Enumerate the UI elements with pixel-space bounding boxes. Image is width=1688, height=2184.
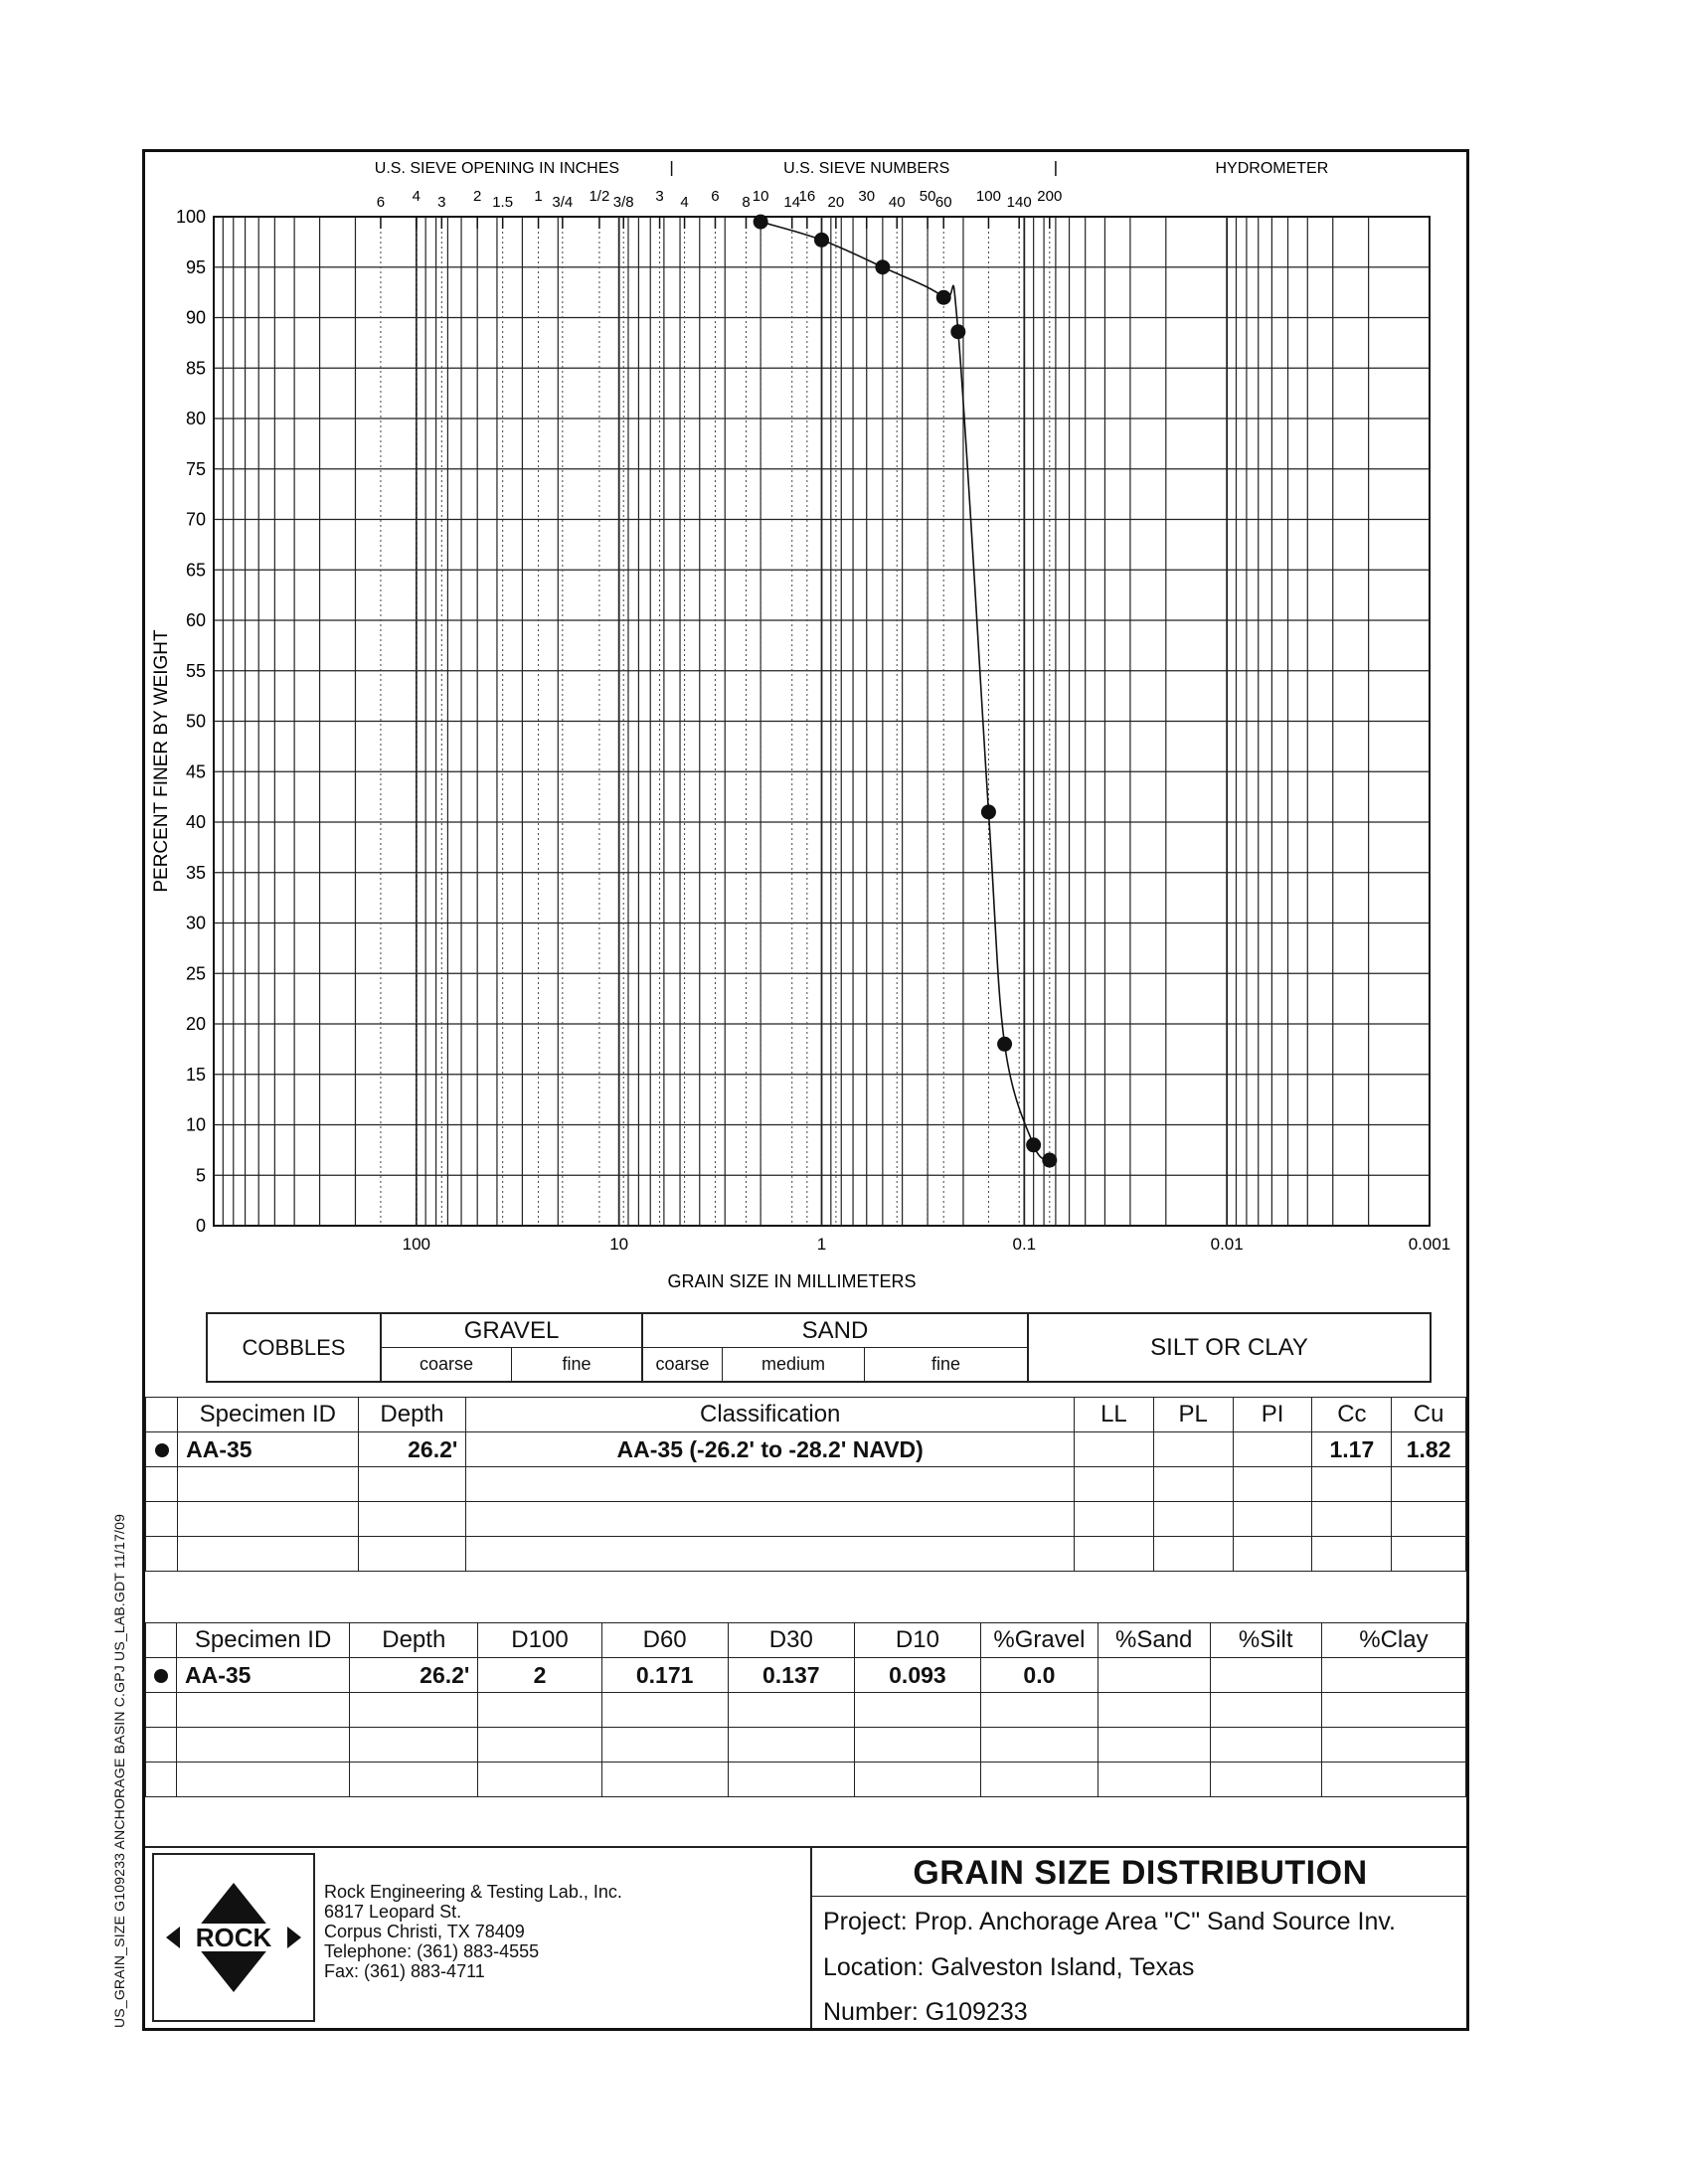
sieve-label: 40 xyxy=(888,194,906,211)
report-info xyxy=(810,1848,1468,2028)
company-info xyxy=(324,1882,672,1981)
silt-clay-label: SILT OR CLAY xyxy=(1150,1333,1308,1361)
y-tick-label: 25 xyxy=(185,963,206,984)
x-tick-label: 10 xyxy=(609,1235,629,1254)
sieve-label: 6 xyxy=(711,188,720,205)
y-tick-label: 5 xyxy=(195,1165,206,1186)
x-tick-label: 1 xyxy=(816,1235,827,1254)
t2-header-specimen: Specimen ID xyxy=(177,1623,350,1658)
y-tick-label: 20 xyxy=(185,1014,206,1034)
sand-medium-label: medium xyxy=(723,1348,865,1381)
soil-classification-band xyxy=(206,1312,1432,1383)
data-point xyxy=(981,804,996,819)
y-tick-label: 55 xyxy=(185,660,206,681)
sieve-label: 60 xyxy=(934,194,952,211)
sieve-label: 16 xyxy=(798,188,816,205)
gravel-label: GRAVEL xyxy=(382,1314,643,1348)
sieve-label: 200 xyxy=(1037,188,1063,205)
x-tick-label: 0.001 xyxy=(1408,1235,1451,1254)
data-point xyxy=(875,259,890,274)
t1-header-pi: PI xyxy=(1233,1398,1312,1432)
sieve-label: 1/2 xyxy=(589,188,610,205)
data-point xyxy=(814,233,829,248)
data-point xyxy=(1026,1137,1041,1152)
t2-specimen: AA-35 xyxy=(177,1658,350,1693)
t1-classification: AA-35 (-26.2' to -28.2' NAVD) xyxy=(466,1432,1075,1467)
table-row xyxy=(146,1467,1466,1502)
sand-fine-label: fine xyxy=(865,1348,1029,1381)
project-line: Project: Prop. Anchorage Area "C" Sand Source Inv. xyxy=(823,1908,1396,1935)
t2-header-d30: D30 xyxy=(728,1623,854,1658)
y-tick-label: 10 xyxy=(185,1114,206,1135)
company-address2: Corpus Christi, TX 78409 xyxy=(324,1922,525,1941)
t2-gravel: 0.0 xyxy=(981,1658,1098,1693)
y-tick-label: 70 xyxy=(185,509,206,530)
t2-header-d100: D100 xyxy=(478,1623,601,1658)
sieve-label: 14 xyxy=(783,194,801,211)
top-header-0: U.S. SIEVE OPENING IN INCHES xyxy=(374,160,620,177)
t2-d30: 0.137 xyxy=(728,1658,854,1693)
t2-d60: 0.171 xyxy=(601,1658,728,1693)
series-marker-icon xyxy=(155,1443,169,1457)
t1-cc: 1.17 xyxy=(1312,1432,1392,1467)
rock-logo-icon xyxy=(154,1855,313,2020)
t2-silt xyxy=(1210,1658,1321,1693)
sieve-label: 3 xyxy=(655,188,664,205)
t1-header-classification: Classification xyxy=(466,1398,1075,1432)
table-row xyxy=(146,1728,1466,1763)
side-file-label: US_GRAIN_SIZE G109233 ANCHORAGE BASIN C.GPJ US_LAB.GDT 11/17/09 xyxy=(111,1513,127,2028)
data-point xyxy=(936,290,951,305)
specimen-classification-table xyxy=(145,1397,1466,1572)
y-tick-label: 15 xyxy=(185,1064,206,1085)
table-row xyxy=(146,1763,1466,1797)
sieve-label: 6 xyxy=(376,194,386,211)
t1-header-pl: PL xyxy=(1153,1398,1233,1432)
y-tick-label: 80 xyxy=(185,409,206,428)
data-point xyxy=(950,324,965,339)
sieve-label: 2 xyxy=(473,188,482,205)
y-tick-label: 45 xyxy=(185,761,206,782)
t2-depth: 26.2' xyxy=(350,1658,478,1693)
sieve-label: 1 xyxy=(534,188,543,205)
y-tick-label: 65 xyxy=(185,560,206,581)
sieve-label: 50 xyxy=(919,188,936,205)
report-title: GRAIN SIZE DISTRIBUTION xyxy=(913,1854,1368,1892)
y-tick-label: 95 xyxy=(185,256,206,277)
t2-d10: 0.093 xyxy=(854,1658,980,1693)
y-tick-label: 90 xyxy=(185,307,206,328)
top-header-2: HYDROMETER xyxy=(1215,160,1329,177)
data-point xyxy=(754,215,768,230)
number-line: Number: G109233 xyxy=(823,1998,1028,2026)
y-tick-label: 50 xyxy=(185,711,206,732)
t1-pi xyxy=(1233,1432,1312,1467)
t2-header-gravel: %Gravel xyxy=(981,1623,1098,1658)
company-logo xyxy=(152,1853,315,2022)
sieve-label: 3/8 xyxy=(612,194,634,211)
sand-coarse-label: coarse xyxy=(643,1348,723,1381)
location-line: Location: Galveston Island, Texas xyxy=(823,1953,1195,1981)
cobbles-label: COBBLES xyxy=(208,1314,382,1381)
y-tick-label: 85 xyxy=(185,358,206,379)
t1-pl xyxy=(1153,1432,1233,1467)
data-point xyxy=(1042,1153,1057,1168)
series-marker-icon xyxy=(154,1669,168,1683)
t2-header-sand: %Sand xyxy=(1097,1623,1210,1658)
footer xyxy=(145,1846,1466,2030)
sieve-label: 4 xyxy=(680,194,689,211)
t2-header-silt: %Silt xyxy=(1210,1623,1321,1658)
specimen-gradation-table xyxy=(145,1622,1466,1797)
sieve-label: 20 xyxy=(827,194,845,211)
gravel-coarse-label: coarse xyxy=(382,1348,512,1381)
t1-header-depth: Depth xyxy=(358,1398,466,1432)
t1-ll xyxy=(1075,1432,1154,1467)
company-telephone: Telephone: (361) 883-4555 xyxy=(324,1941,540,1961)
x-tick-label: 0.01 xyxy=(1210,1235,1244,1254)
t1-header-cc: Cc xyxy=(1312,1398,1392,1432)
table1-header-row xyxy=(146,1398,1466,1432)
t2-sand xyxy=(1097,1658,1210,1693)
t1-header-ll: LL xyxy=(1075,1398,1154,1432)
y-tick-label: 60 xyxy=(185,610,206,630)
gravel-fine-label: fine xyxy=(512,1348,643,1381)
sieve-label: 1.5 xyxy=(492,194,514,211)
x-axis-title: GRAIN SIZE IN MILLIMETERS xyxy=(667,1271,917,1291)
x-tick-label: 100 xyxy=(402,1235,431,1254)
company-name: Rock Engineering & Testing Lab., Inc. xyxy=(324,1882,622,1902)
t1-depth: 26.2' xyxy=(358,1432,466,1467)
sieve-label: 30 xyxy=(858,188,876,205)
series-curve-AA-35 xyxy=(760,222,1050,1160)
t2-clay xyxy=(1321,1658,1465,1693)
t2-header-clay: %Clay xyxy=(1321,1623,1465,1658)
table-row xyxy=(146,1693,1466,1728)
table-row xyxy=(146,1502,1466,1537)
sieve-label: 100 xyxy=(975,188,1001,205)
table-row xyxy=(146,1432,1466,1467)
y-tick-label: 75 xyxy=(185,458,206,479)
y-axis-title: PERCENT FINER BY WEIGHT xyxy=(151,629,172,893)
y-tick-label: 35 xyxy=(185,862,206,883)
y-tick-label: 100 xyxy=(175,207,206,227)
y-tick-label: 30 xyxy=(185,913,206,933)
y-tick-label: 0 xyxy=(195,1216,206,1236)
svg-text:ROCK: ROCK xyxy=(195,1923,272,1952)
sieve-label: 3/4 xyxy=(552,194,574,211)
sieve-label: 8 xyxy=(742,194,751,211)
t1-header-cu: Cu xyxy=(1392,1398,1466,1432)
t1-specimen: AA-35 xyxy=(178,1432,358,1467)
t2-d100: 2 xyxy=(478,1658,601,1693)
table-row xyxy=(146,1537,1466,1572)
t2-header-d60: D60 xyxy=(601,1623,728,1658)
t1-header-specimen: Specimen ID xyxy=(178,1398,358,1432)
company-fax: Fax: (361) 883-4711 xyxy=(324,1961,485,1981)
table2-header-row xyxy=(146,1623,1466,1658)
sand-label: SAND xyxy=(643,1314,1029,1348)
top-header-1: U.S. SIEVE NUMBERS xyxy=(783,160,950,177)
t1-cu: 1.82 xyxy=(1392,1432,1466,1467)
y-tick-label: 40 xyxy=(185,812,206,832)
company-address1: 6817 Leopard St. xyxy=(324,1902,462,1922)
sieve-label: 140 xyxy=(1006,194,1032,211)
t2-header-d10: D10 xyxy=(854,1623,980,1658)
table-row xyxy=(146,1658,1466,1693)
x-tick-label: 0.1 xyxy=(1012,1235,1037,1254)
sieve-label: 3 xyxy=(437,194,446,211)
sieve-label: 10 xyxy=(752,188,769,205)
t2-header-depth: Depth xyxy=(350,1623,478,1658)
sieve-label: 4 xyxy=(412,188,422,205)
data-point xyxy=(997,1037,1012,1052)
